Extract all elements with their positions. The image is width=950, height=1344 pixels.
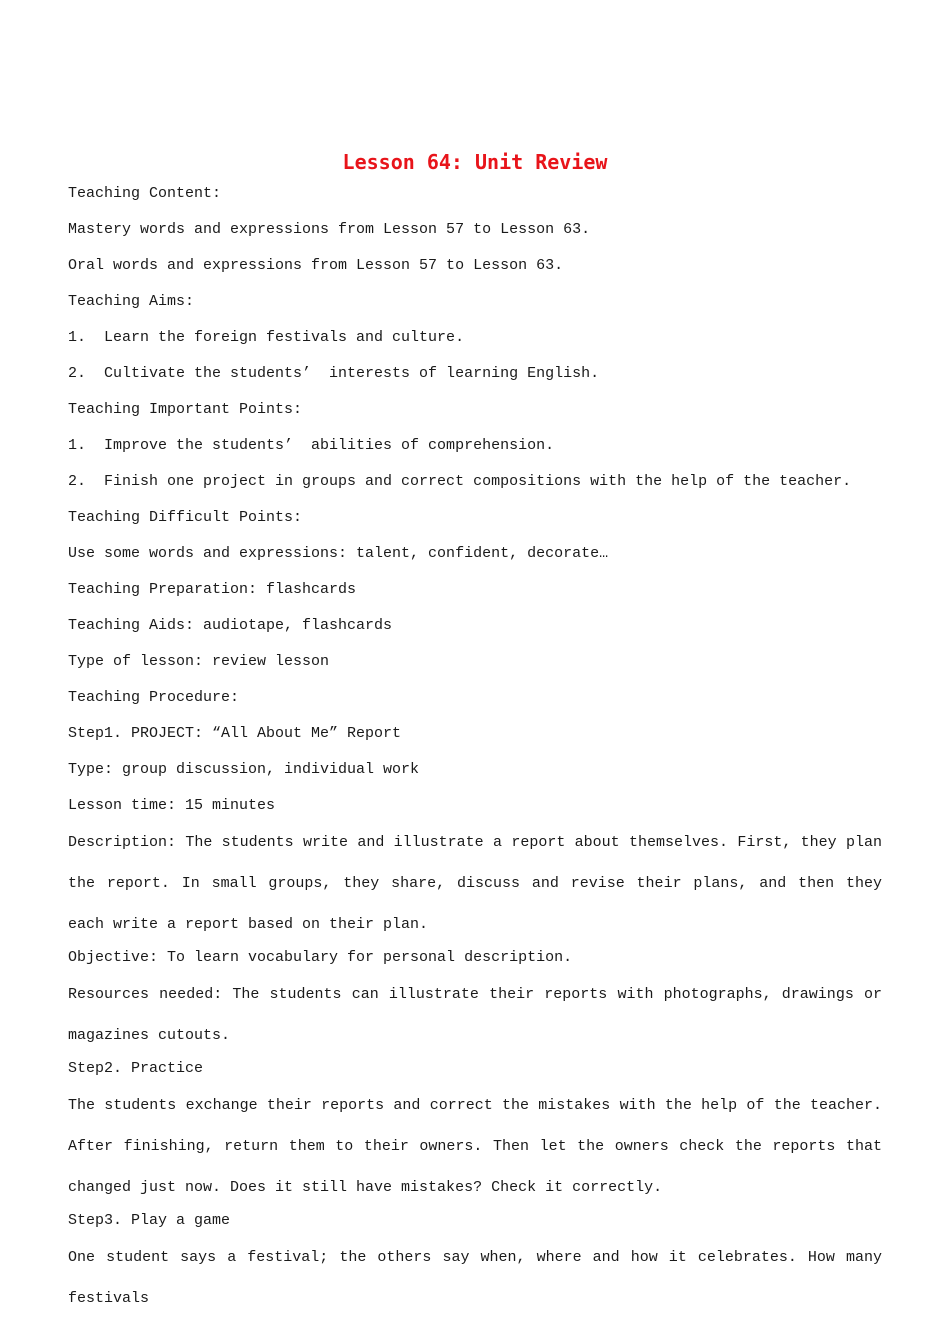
list-item: 1. Improve the students’ abilities of comprehension. [68,437,555,454]
text-line: Type: group discussion, individual work [68,761,420,778]
text-line: Oral words and expressions from Lesson 57 to Lesson 63. [68,257,564,274]
text-line: Teaching Preparation: flashcards [68,581,357,598]
step3-heading: Step3. Play a game [68,1212,231,1229]
teaching-aims-heading: Teaching Aims: [68,293,195,310]
description-paragraph: Description: The students write and illustrate a report about themselves. First, they plan the report. In small groups, they share, discuss and revise their plans, and then they each write a report based on their plan. [68,834,882,933]
lesson-body [68,176,882,1314]
lesson-title: Lesson 64: Unit Review [342,150,608,174]
resources-paragraph: Resources needed: The students can illustrate their reports with photographs, drawings or magazines cutouts. [68,986,882,1044]
list-item: 1. Learn the foreign festivals and culture. [68,329,465,346]
step3-paragraph: One student says a festival; the others say when, where and how it celebrates. How many festivals [68,1249,882,1307]
text-line: Use some words and expressions: talent, confident, decorate… [68,545,609,562]
list-item: 2. Finish one project in groups and correct compositions with the help of the teacher. [68,473,852,490]
step1-heading: Step1. PROJECT: “All About Me” Report [68,725,402,742]
text-line: Teaching Aids: audiotape, flashcards [68,617,393,634]
objective-line: Objective: To learn vocabulary for personal description. [68,949,573,966]
text-line: Lesson time: 15 minutes [68,797,276,814]
text-line: Type of lesson: review lesson [68,653,330,670]
procedure-heading: Teaching Procedure: [68,689,240,706]
list-item: 2. Cultivate the students’ interests of learning English. [68,365,600,382]
difficult-points-heading: Teaching Difficult Points: [68,509,303,526]
important-points-heading: Teaching Important Points: [68,401,303,418]
step2-heading: Step2. Practice [68,1060,204,1077]
teaching-content-heading: Teaching Content: [68,185,222,202]
text-line: Mastery words and expressions from Lesson 57 to Lesson 63. [68,221,591,238]
step2-paragraph: The students exchange their reports and correct the mistakes with the help of the teacher. After finishing, return them to their owners. Then let the owners check the reports that changed just now. Does it still have mistakes? Check it correctly. [68,1097,882,1196]
